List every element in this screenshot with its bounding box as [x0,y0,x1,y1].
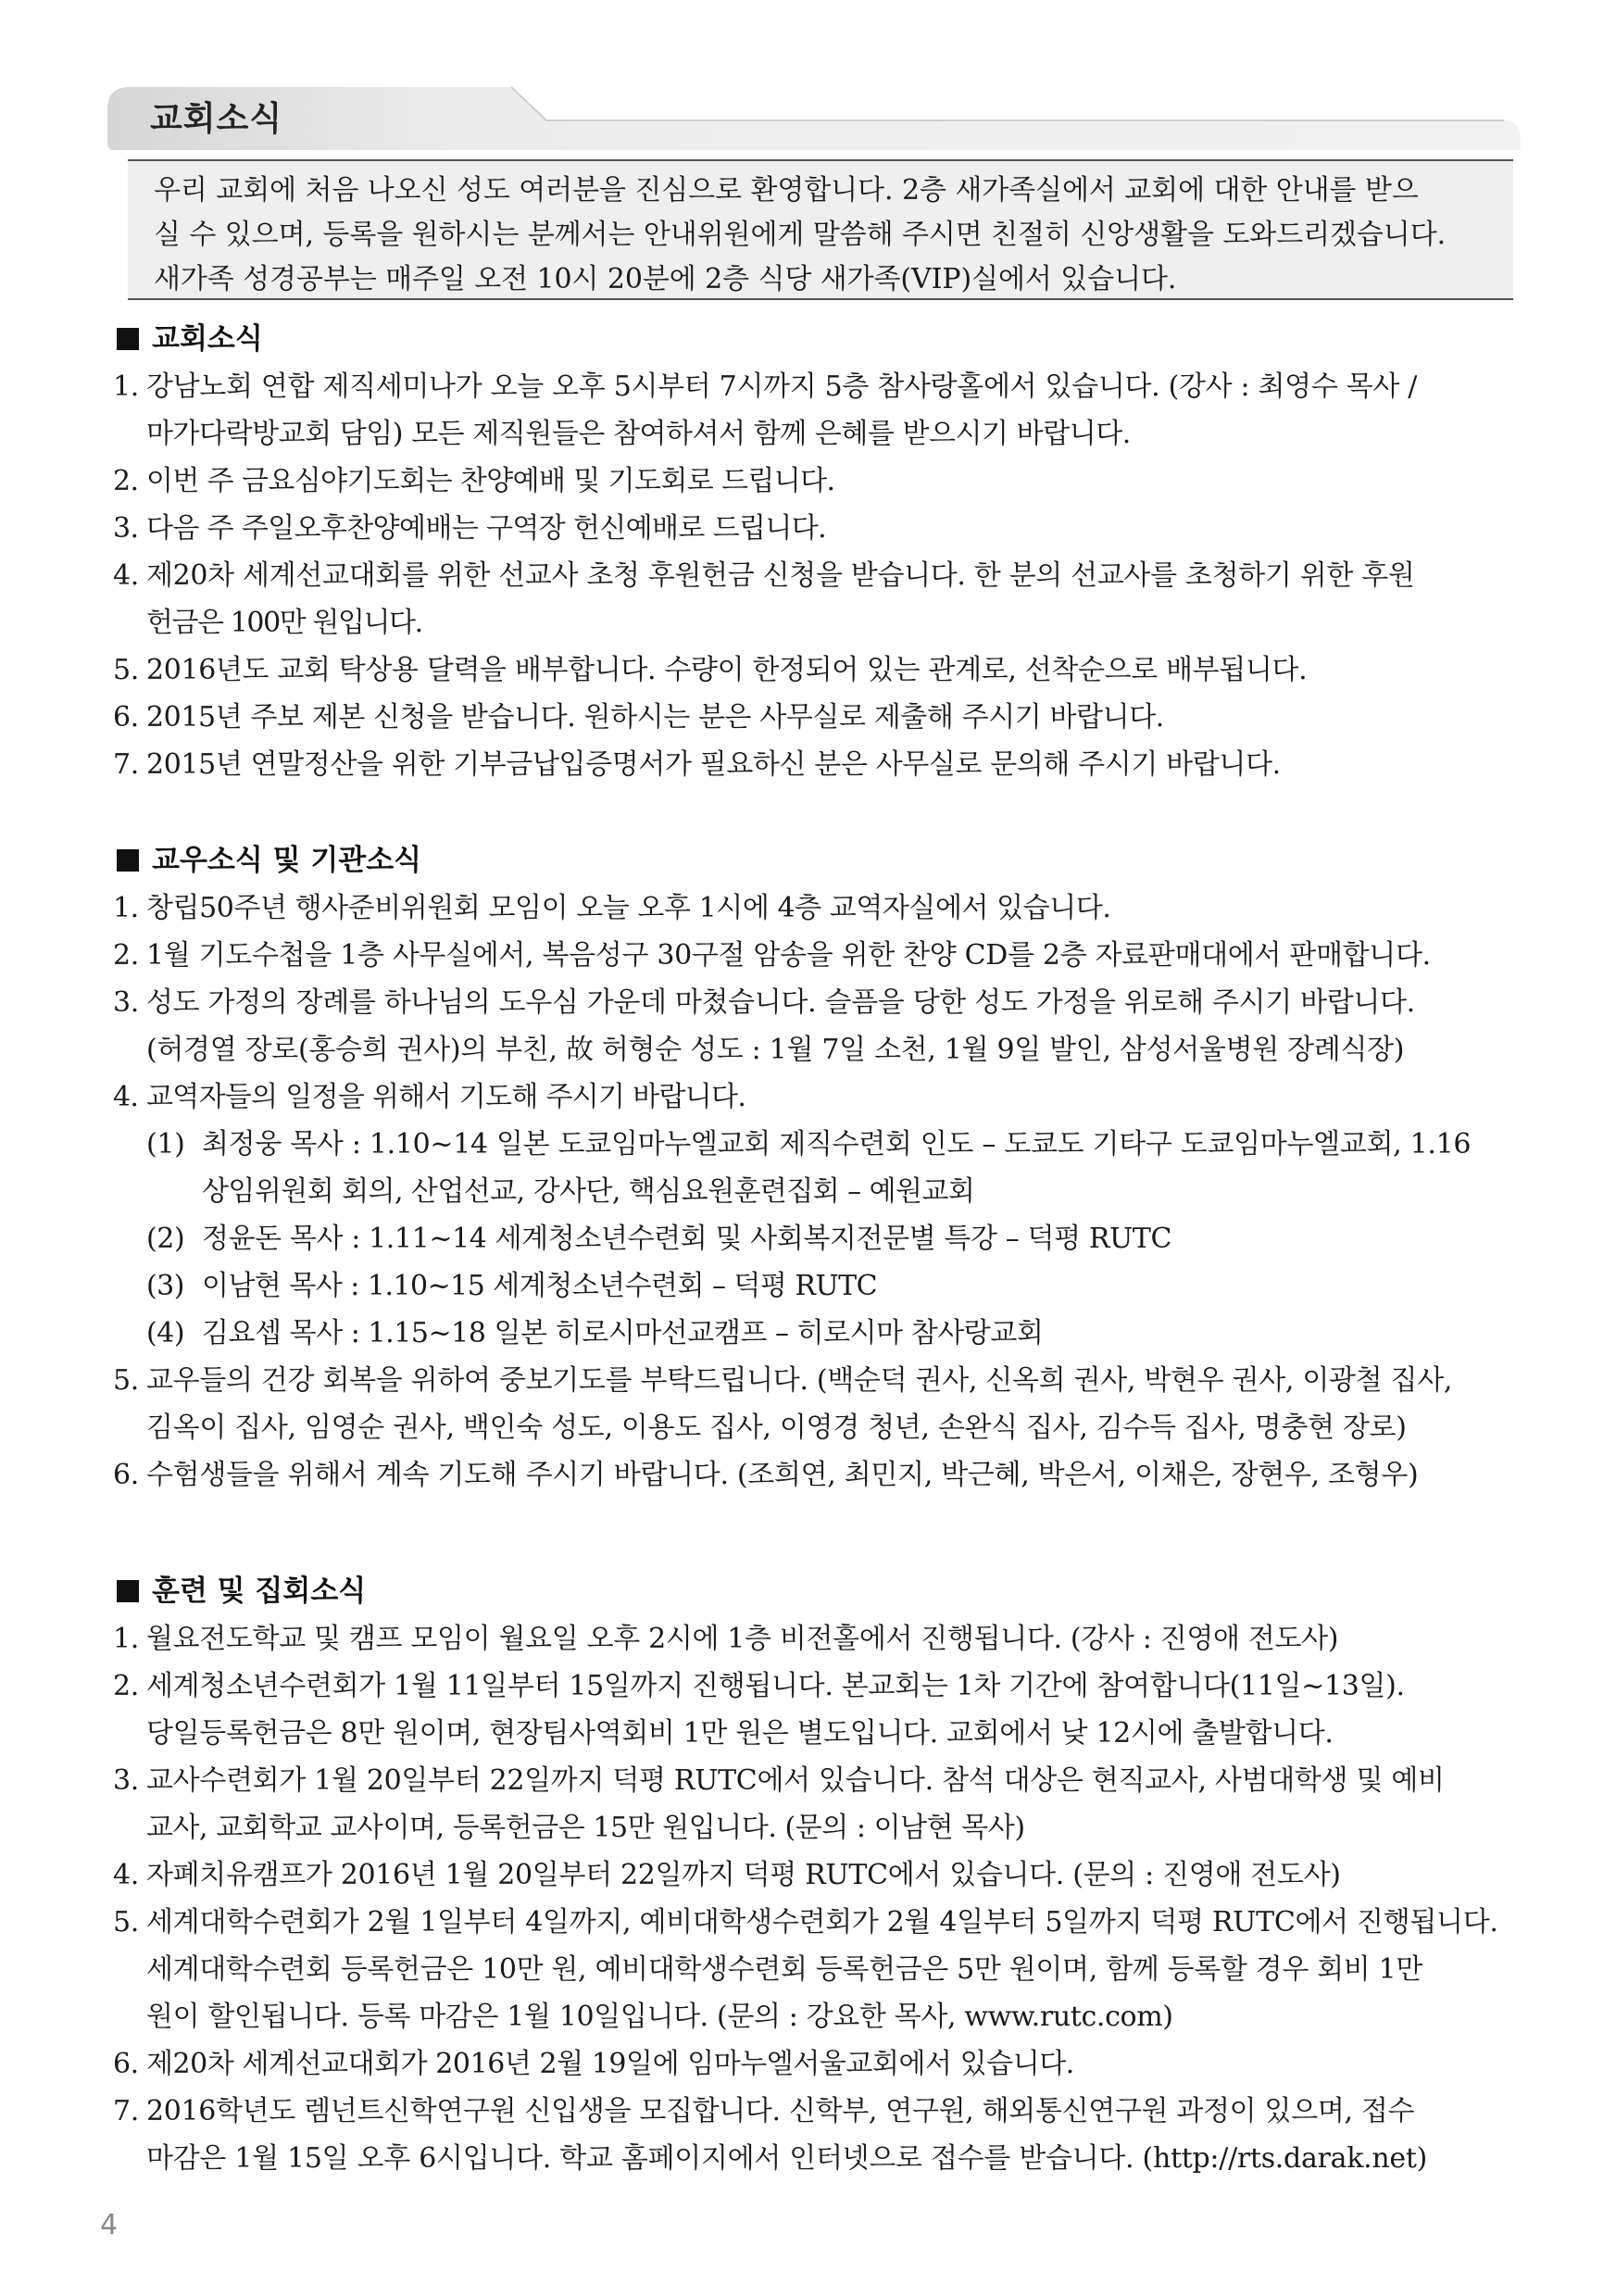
header-tab-shape [104,85,1530,157]
item-text: 2016학년도 렘넌트신학연구원 신입생을 모집합니다. 신학부, 연구원, 해외통신연구원 과정이 있으며, 접수 [146,2095,1415,2127]
sub-list-item-continuation [113,1168,1521,1215]
item-text: 마가다락방교회 담임) 모든 제직원들은 참여하셔서 함께 은혜를 받으시기 바랍니다. [146,418,1131,450]
item-text: 이번 주 금요심야기도회는 찬양예배 및 기도회로 드립니다. [146,465,835,497]
list-item [113,1357,1521,1404]
section-church-news [113,315,1521,788]
list-item-continuation [113,410,1521,458]
list-item [113,2088,1521,2135]
item-number: 6. [113,1459,139,1491]
list-item-continuation [113,599,1521,646]
list-item-continuation [113,2135,1521,2182]
item-text: 이남현 목사 : 1.10~15 세계청소년수련회 – 덕평 RUTC [202,1270,878,1302]
item-number: 2. [113,1670,139,1702]
section-heading-text: 교회소식 [152,322,263,356]
list-item [113,1615,1521,1662]
item-text: 제20차 세계선교대회가 2016년 2월 19일에 임마누엘서울교회에서 있습니다. [146,2048,1074,2080]
page-number: 4 [100,2209,119,2241]
list-item [113,458,1521,505]
item-text: 교사수련회가 1월 20일부터 22일까지 덕평 RUTC에서 있습니다. 참석 대상은 현직교사, 사범대학생 및 예비 [146,1764,1445,1797]
item-text: 월요전도학교 및 캠프 모임이 월요일 오후 2시에 1층 비전홀에서 진행됩니다. (강사 : 진영애 전도사) [146,1623,1339,1655]
list-item-continuation [113,1710,1521,1757]
list-item [113,1662,1521,1710]
page-title: 교회소식 [150,100,283,138]
item-number: 3. [113,512,139,545]
item-number: 6. [113,2048,139,2080]
list-item [113,694,1521,741]
item-text: 세계대학수련회가 2월 1일부터 4일까지, 예비대학생수련회가 2월 4일부터 5일까지 덕평 RUTC에서 진행됩니다. [146,1906,1498,1938]
list-item-continuation [113,1804,1521,1851]
section-training-news [113,1567,1521,2182]
list-item-continuation [113,1946,1521,1993]
list-item [113,552,1521,599]
item-text: 헌금은 100만 원입니다. [146,607,422,639]
item-text: 1월 기도수첩을 1층 사무실에서, 복음성구 30구절 암송을 위한 찬양 CD를 2층 자료판매대에서 판매합니다. [146,939,1431,972]
item-number: 7. [113,748,139,781]
item-number: 4. [113,1081,139,1113]
item-text: 원이 할인됩니다. 등록 마감은 1월 10일입니다. (문의 : 강요한 목사, www.rutc.com) [146,2001,1173,2033]
item-number: 1. [113,892,139,924]
item-number: 1. [113,370,139,403]
item-number: 2. [113,465,139,497]
list-item [113,1451,1521,1499]
list-item [113,363,1521,410]
welcome-notice-box [128,159,1513,300]
sub-list-item [113,1310,1521,1357]
item-text: 정윤돈 목사 : 1.11~14 세계청소년수련회 및 사회복지전문별 특강 – 덕평 RUTC [202,1223,1172,1255]
item-number: 7. [113,2095,139,2127]
section-header-bar [104,85,1530,157]
list-item [113,1757,1521,1804]
sub-item-number: (3) [146,1270,184,1302]
sub-item-number: (1) [146,1128,185,1161]
item-number: 4. [113,559,139,592]
section-member-news [113,836,1521,1499]
item-text: 교사, 교회학교 교사이며, 등록헌금은 15만 원입니다. (문의 : 이남현 목사) [146,1812,1025,1844]
section-heading [113,1567,1521,1615]
sub-item-number: (4) [146,1317,185,1349]
item-text: 마감은 1월 15일 오후 6시입니다. 학교 홈페이지에서 인터넷으로 접수를 받습니다. (http://rts.darak.net) [146,2142,1428,2175]
section-heading-text: 훈련 및 집회소식 [152,1575,367,1608]
item-text: 수험생들을 위해서 계속 기도해 주시기 바랍니다. (조희연, 최민지, 박근혜, 박은서, 이채은, 장현우, 조형우) [146,1459,1419,1491]
item-text: 자폐치유캠프가 2016년 1월 20일부터 22일까지 덕평 RUTC에서 있습니다. (문의 : 진영애 전도사) [146,1859,1341,1891]
list-item [113,979,1521,1026]
section-heading-text: 교우소식 및 기관소식 [152,844,422,877]
list-item-continuation [113,1993,1521,2040]
intro-line: 실 수 있으며, 등록을 원하시는 분께서는 안내위원에게 말씀해 주시면 친절히 신앙생활을 도와드리겠습니다. [154,219,1447,251]
sub-list-item [113,1262,1521,1310]
item-text: 창립50주년 행사준비위원회 모임이 오늘 오후 1시에 4층 교역자실에서 있습니다. [146,892,1111,924]
item-number: 5. [113,1364,139,1397]
list-item-continuation [113,1404,1521,1451]
item-number: 5. [113,654,139,686]
list-item-continuation [113,1026,1521,1073]
item-text: 다음 주 주일오후찬양예배는 구역장 헌신예배로 드립니다. [146,512,826,545]
item-number: 2. [113,939,139,972]
sub-item-number: (2) [146,1223,185,1255]
item-text: 최정웅 목사 : 1.10~14 일본 도쿄임마누엘교회 제직수련회 인도 – 도쿄도 기타구 도쿄임마누엘교회, 1.16 [202,1128,1472,1161]
intro-line: 새가족 성경공부는 매주일 오전 10시 20분에 2층 식당 새가족(VIP)실에서 있습니다. [154,263,1177,295]
item-text: 당일등록헌금은 8만 원이며, 현장팀사역회비 1만 원은 별도입니다. 교회에서 낮 12시에 출발합니다. [146,1717,1334,1750]
list-item [113,932,1521,979]
item-text: 강남노회 연합 제직세미나가 오늘 오후 5시부터 7시까지 5층 참사랑홀에서 있습니다. (강사 : 최영수 목사 / [146,370,1418,403]
item-text: 세계대학수련회 등록헌금은 10만 원, 예비대학생수련회 등록헌금은 5만 원이며, 함께 등록할 경우 회비 1만 [146,1953,1423,1986]
item-text: 김요셉 목사 : 1.15~18 일본 히로시마선교캠프 – 히로시마 참사랑교회 [202,1317,1044,1349]
item-number: 3. [113,986,139,1019]
item-text: 2015년 연말정산을 위한 기부금납입증명서가 필요하신 분은 사무실로 문의해 주시기 바랍니다. [146,748,1281,781]
item-text: 상임위원회 회의, 산업선교, 강사단, 핵심요원훈련집회 – 예원교회 [202,1175,975,1208]
item-number: 6. [113,701,139,734]
item-number: 3. [113,1764,139,1797]
item-text: 2015년 주보 제본 신청을 받습니다. 원하시는 분은 사무실로 제출해 주시기 바랍니다. [146,701,1164,734]
square-bullet-icon [117,849,139,872]
list-item [113,505,1521,552]
item-text: 제20차 세계선교대회를 위한 선교사 초청 후원헌금 신청을 받습니다. 한 분의 선교사를 초청하기 위한 후원 [146,559,1415,592]
item-number: 4. [113,1859,139,1891]
item-number: 1. [113,1623,139,1655]
sub-list-item [113,1121,1521,1168]
list-item [113,741,1521,788]
intro-line: 우리 교회에 처음 나오신 성도 여러분을 진심으로 환영합니다. 2층 새가족실에서 교회에 대한 안내를 받으 [154,174,1419,207]
section-heading [113,836,1521,885]
list-item [113,1073,1521,1121]
item-text: 김옥이 집사, 임영순 권사, 백인숙 성도, 이용도 집사, 이영경 청년, 손완식 집사, 김수득 집사, 명충현 장로) [146,1411,1407,1444]
item-text: (허경열 장로(홍승희 권사)의 부친, 故 허형순 성도 : 1월 7일 소천, 1월 9일 발인, 삼성서울병원 장례식장) [146,1034,1405,1066]
item-text: 2016년도 교회 탁상용 달력을 배부합니다. 수량이 한정되어 있는 관계로, 선착순으로 배부됩니다. [146,654,1308,686]
list-item [113,1851,1521,1899]
list-item [113,2040,1521,2088]
list-item [113,646,1521,694]
item-text: 세계청소년수련회가 1월 11일부터 15일까지 진행됩니다. 본교회는 1차 기간에 참여합니다(11일~13일). [146,1670,1405,1702]
item-text: 성도 가정의 장례를 하나님의 도우심 가운데 마쳤습니다. 슬픔을 당한 성도 가정을 위로해 주시기 바랍니다. [146,986,1415,1019]
section-heading [113,315,1521,363]
item-text: 교역자들의 일정을 위해서 기도해 주시기 바랍니다. [146,1081,746,1113]
list-item [113,1899,1521,1946]
square-bullet-icon [117,328,139,350]
sub-list-item [113,1215,1521,1262]
list-item [113,885,1521,932]
item-text: 교우들의 건강 회복을 위하여 중보기도를 부탁드립니다. (백순덕 권사, 신옥희 권사, 박현우 권사, 이광철 집사, [146,1364,1453,1397]
square-bullet-icon [117,1580,139,1602]
item-number: 5. [113,1906,139,1938]
